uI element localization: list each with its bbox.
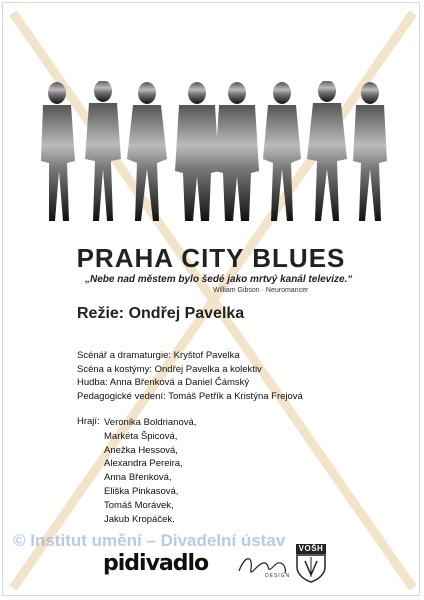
poster-title: PRAHA CITY BLUES	[76, 243, 346, 273]
cast-member: Tomáš Morávek,	[104, 499, 174, 511]
director-credit: Režie: Ondřej Pavelka	[77, 305, 245, 322]
vosh-logo-label: VOŠH	[298, 544, 324, 553]
cast-member: Anna Břenková,	[104, 472, 172, 484]
cast-label: Hrají:	[77, 416, 100, 427]
cast-member: Veronika Boldrianová,	[104, 417, 197, 428]
design-logo-icon	[235, 551, 293, 585]
cast-list	[104, 416, 196, 526]
silhouettes-image	[37, 81, 387, 226]
cast-member: Markéta Špicová,	[104, 430, 178, 442]
quote: „Nebe nad městem bylo šedé jako mrtvý kanál televize.“	[85, 274, 353, 285]
pidivadlo-logo: pidivadlo	[103, 551, 209, 576]
quote-author: William Gibson · Neuromancer	[213, 287, 309, 294]
cast-member: Anežka Hessová,	[104, 444, 178, 456]
cast-member: Alexandra Pereira,	[104, 458, 183, 470]
design-logo-label: DESIGN	[265, 573, 291, 579]
cast-member: Eliška Pinkasová,	[104, 485, 179, 497]
credit-line: Hudba: Anna Břenková a Daniel Čámský	[77, 377, 250, 388]
credit-line: Scéna a kostýmy: Ondřej Pavelka a kolektiv	[77, 363, 262, 375]
poster-page	[2, 2, 420, 596]
credits-list	[77, 349, 303, 403]
copyright-watermark: © Institut umění – Divadelní ústav	[13, 531, 286, 550]
credit-line: Scénář a dramaturgie: Kryštof Pavelka	[77, 350, 240, 361]
credit-line: Pedagogické vedení: Tomáš Petřík a Kristýna Frejová	[77, 390, 303, 402]
cast-member: Jakub Kropáček.	[104, 513, 175, 525]
